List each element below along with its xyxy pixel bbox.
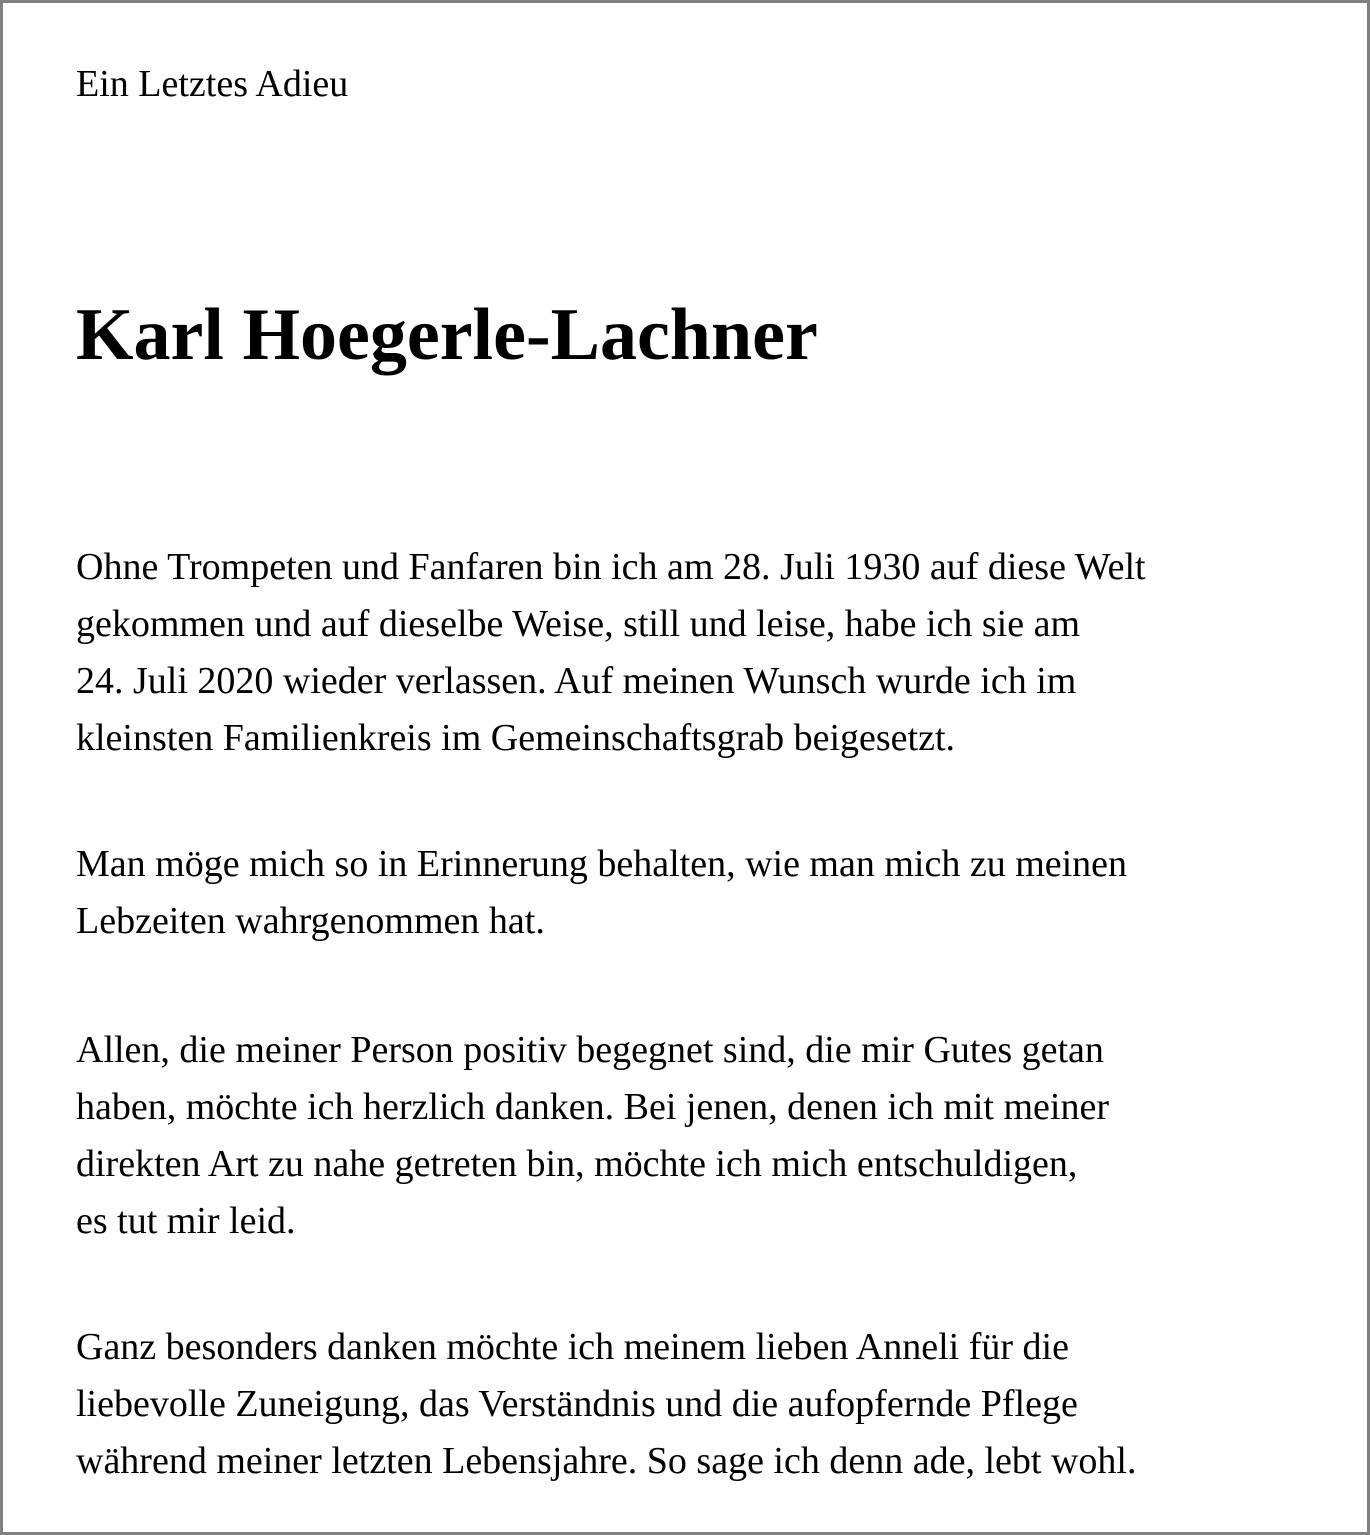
text-line: Allen, die meiner Person positiv begegnet sind, die mir Gutes getan [76,1029,1104,1071]
text-line: es tut mir leid. [76,1200,296,1242]
text-line: kleinsten Familienkreis im Gemeinschaftsgrab beigesetzt. [76,717,956,759]
paragraph-remembrance [76,836,1127,950]
paragraph-birth-death [76,539,1146,767]
text-line: liebevolle Zuneigung, das Verständnis und die aufopfernde Pflege [76,1383,1078,1425]
text-line: direkten Art zu nahe getreten bin, möchte ich mich entschuldigen, [76,1143,1078,1185]
text-line: haben, möchte ich herzlich danken. Bei jenen, denen ich mit meiner [76,1086,1109,1128]
text-line: Man möge mich so in Erinnerung behalten, wie man mich zu meinen [76,843,1128,885]
text-line: Lebzeiten wahrgenommen hat. [76,900,545,942]
paragraph-farewell [76,1319,1136,1490]
text-line: Ganz besonders danken möchte ich meinem lieben Anneli für die [76,1326,1069,1368]
text-line: 24. Juli 2020 wieder verlassen. Auf meinen Wunsch wurde ich im [76,660,1077,702]
paragraph-thanks-apology [76,1022,1109,1250]
text-line: gekommen und auf dieselbe Weise, still und leise, habe ich sie am [76,603,1081,645]
pretitle: Ein Letztes Adieu [76,63,349,105]
text-line: während meiner letzten Lebensjahre. So sage ich denn ade, lebt wohl. [76,1440,1137,1482]
deceased-name: Karl Hoegerle-Lachner [76,294,818,376]
text-line: Ohne Trompeten und Fanfaren bin ich am 28. Juli 1930 auf diese Welt [76,546,1146,588]
